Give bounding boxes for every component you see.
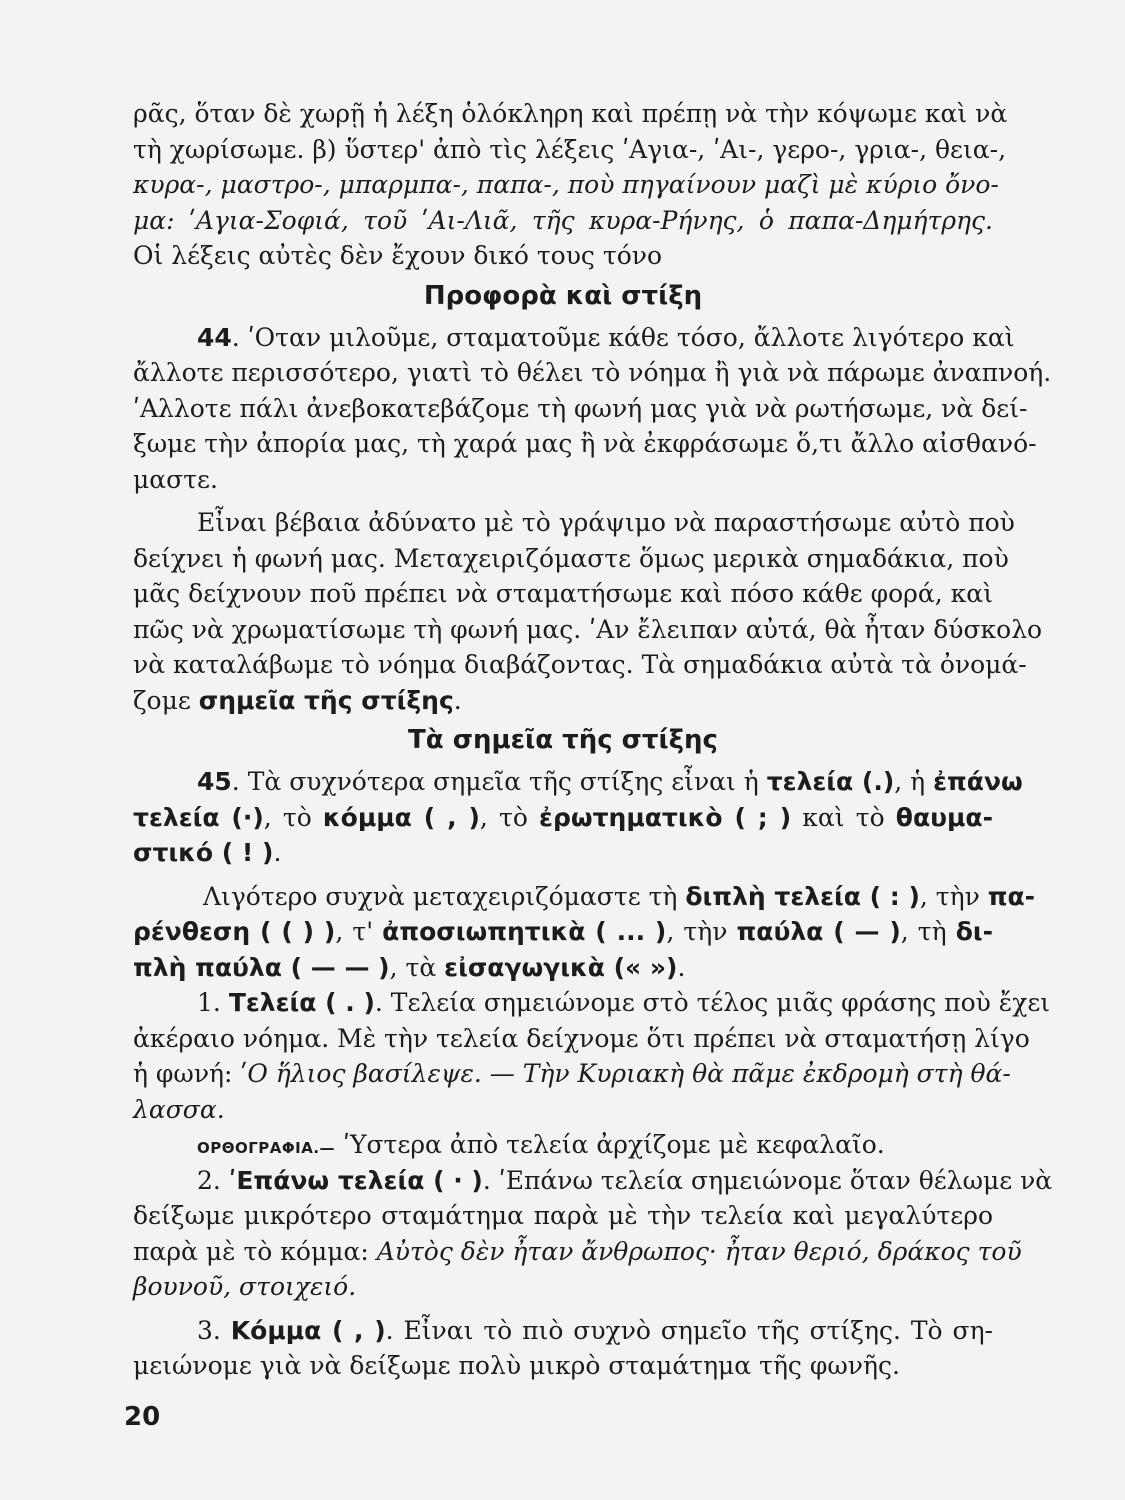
italic-example: λασσα. [133,1094,225,1124]
text-span: Λιγότερο συχνὰ μεταχειριζόμαστε τὴ [203,881,686,911]
list-item-line [133,1163,1053,1199]
text-line [133,203,993,239]
paragraph-45-line [133,835,993,871]
bold-term: πλὴ παύλα ( — — ) [133,952,390,982]
italic-example: ʹΟ ἥλιος βασίλεψε. — Τὴν Κυριακὴ θὰ πᾶμε ἐκδρομὴ στὴ θά- [240,1059,1011,1088]
text-line [133,167,999,203]
bold-term: παύλα ( — ) [736,917,901,946]
bold-term: ʹΕπάνω τελεία ( · ) [228,1165,483,1195]
text-span: , τὴν [919,881,988,911]
italic-text: κυρα-, μαστρο-, μπαρμπα-, παπα-, ποὺ πηγαίνουν μαζὶ μὲ κύριο ὄνο- [133,170,999,199]
bold-term: ρένθεση ( ( ) ) [133,917,336,946]
text-span: , τὸ [479,802,540,832]
bold-term: Κόμμα ( , ) [230,1315,386,1345]
bold-term: εἰσαγωγικὰ (« ») [444,952,678,982]
section-heading: Προφορὰ καὶ στίξη [423,280,703,311]
text-span: . Εἶναι τὸ πιὸ συχνὸ σημεῖο τῆς στίξης. Τὸ ση- [385,1315,993,1345]
text-span: . [273,838,282,867]
list-item-line [133,985,1051,1021]
list-item-line [133,1056,1011,1092]
text-line: Οἱ λέξεις αὐτὲς δὲν ἔχουν δικό τους τόνο [133,241,662,270]
text-span: ἡ φωνή: [133,1059,241,1088]
section-heading: Τὰ σημεῖα τῆς στίξης [408,725,718,755]
text-span: , τ' [335,917,383,946]
bold-term: τελεία (.) [766,767,895,796]
paragraph-44-line: μαστε. [133,464,218,494]
bold-term: τελεία (·) [133,802,264,832]
text-span: ζομε [133,685,199,715]
bold-term: πα- [987,881,1036,911]
paragraph-44-line: ἄλλοτε περισσότερο, γιατὶ τὸ θέλει τὸ νόημα ἢ γιὰ νὰ πάρωμε ἀναπνοή. [133,358,1052,387]
paragraph-line [133,914,993,950]
italic-text: μα: ʹΑγια-Σοφιά, τοῦ ʹΑι-Λιᾶ, τῆς κυρα-Ρήνης, ὁ παπα-Δημήτρης. [133,205,993,235]
orthography-note [133,1127,993,1163]
paragraph-45-line [133,764,1023,800]
bold-term: ἐπάνω [933,767,1023,796]
text-span: , ἡ [894,767,934,796]
paragraph-line: μᾶς δείχνουν ποῦ πρέπει νὰ σταματήσωμε καὶ πόσο κάθε φορά, καὶ [133,579,993,608]
text-span: , τὴ [900,917,956,946]
text-span: ʹΥστερα ἀπὸ τελεία ἀρχίζομε μὲ κεφαλαῖο. [335,1130,885,1159]
paragraph-line: δείχνει ἡ φωνή μας. Μεταχειριζόμαστε ὅμως μερικὰ σημαδάκια, ποὺ [133,543,1009,573]
bold-term: ἐρωτηματικὸ ( ; ) [539,802,792,832]
paragraph-44-line [133,320,1015,356]
list-item-line [133,1269,993,1305]
text-line: ρᾶς, ὅταν δὲ χωρῇ ἡ λέξη ὁλόκληρη καὶ πρέπῃ νὰ τὴν κόψωμε καὶ νὰ [133,99,1008,128]
bold-term: θαυμα- [895,802,993,832]
text-span: . [453,685,462,715]
bold-term: δι- [955,917,994,946]
paragraph-line [133,879,1036,915]
paragraph-line [133,950,993,986]
bold-term: διπλὴ τελεία ( : ) [685,881,920,911]
bold-term: σημεῖα τῆς στίξης [198,685,454,715]
text-span: 1. [197,988,229,1017]
paragraph-number: 44 [197,322,232,352]
bold-term: ἀποσιωπητικὰ ( ... ) [382,917,667,946]
text-span: , τὴν [666,917,737,946]
text-span: , τὰ [389,952,445,982]
text-span: . Τελεία σημειώνομε στὸ τέλος μιᾶς φράσης ποὺ ἔχει [374,988,1051,1017]
text-line: τὴ χωρίσωμε. β) ὕστερ' ἀπὸ τὶς λέξεις ʹΑγια-, ʹΑι-, γερο-, γρια-, θεια-, [133,134,1007,164]
orthography-label: ΟΡΘΟΓΡΑΦΙΑ.— [197,1139,336,1157]
text-span: 2. [197,1165,229,1195]
list-item-line: μειώνομε γιὰ νὰ δείξωμε πολὺ μικρὸ σταμάτημα τῆς φωνῆς. [133,1351,900,1380]
paragraph-44-line: ʹΑλλοτε πάλι ἀνεβοκατεβάζομε τὴ φωνή μας γιὰ νὰ ρωτήσωμε, νὰ δεί- [133,393,1028,423]
text-span: . ʹΟταν μιλοῦμε, σταματοῦμε κάθε τόσο, ἄλλοτε λιγότερο καὶ [231,322,1015,352]
text-span: καὶ τὸ [791,802,896,832]
list-item-line [133,1092,993,1128]
list-item-line [133,1313,993,1349]
italic-example: βουνοῦ, στοιχειό. [133,1272,357,1301]
list-item-line: ἀκέραιο νόημα. Μὲ τὴν τελεία δείχνομε ὅτι πρέπει νὰ σταματήσῃ λίγο [133,1023,1030,1053]
list-item-line [133,1234,1022,1270]
bold-term: Τελεία ( . ) [228,988,375,1017]
list-item-line: δείξωμε μικρότερο σταμάτημα παρὰ μὲ τὴν τελεία καὶ μεγαλύτερο [133,1201,993,1230]
paragraph-line: πῶς νὰ χρωματίσωμε τὴ φωνή μας. ʹΑν ἔλειπαν αὐτά, θὰ ἦταν δύσκολο [133,614,1043,644]
text-span: . ʹΕπάνω τελεία σημειώνομε ὅταν θέλωμε νὰ [482,1165,1053,1195]
page-number: 20 [124,1402,161,1432]
paragraph-45-line [133,800,993,836]
text-span: παρὰ μὲ τὸ κόμμα: [133,1236,377,1266]
bold-term: κόμμα ( , ) [322,802,480,832]
text-span: , τὸ [263,802,323,832]
italic-example: Αὐτὸς δὲν ἦταν ἄνθρωπος· ἦταν θεριό, δράκος τοῦ [376,1236,1022,1266]
text-column [133,96,1053,1384]
paragraph-44-line: ξωμε τὴν ἀπορία μας, τὴ χαρά μας ἢ νὰ ἐκφράσωμε ὅ,τι ἄλλο αἰσθανό- [133,429,1037,458]
text-span: . Τὰ συχνότερα σημεῖα τῆς στίξης εἶναι ἡ [231,767,767,796]
paragraph-number: 45 [197,767,232,796]
text-span: 3. [197,1315,231,1345]
paragraph-line: Εἶναι βέβαια ἀδύνατο μὲ τὸ γράψιμο νὰ παραστήσωμε αὐτὸ ποὺ [197,508,1015,537]
paragraph-line [133,683,993,719]
paragraph-line: νὰ καταλάβωμε τὸ νόημα διαβάζοντας. Τὰ σημαδάκια αὐτὰ τὰ ὀνομά- [133,650,1027,679]
text-span: . [677,952,686,982]
bold-term: στικό ( ! ) [133,838,274,867]
